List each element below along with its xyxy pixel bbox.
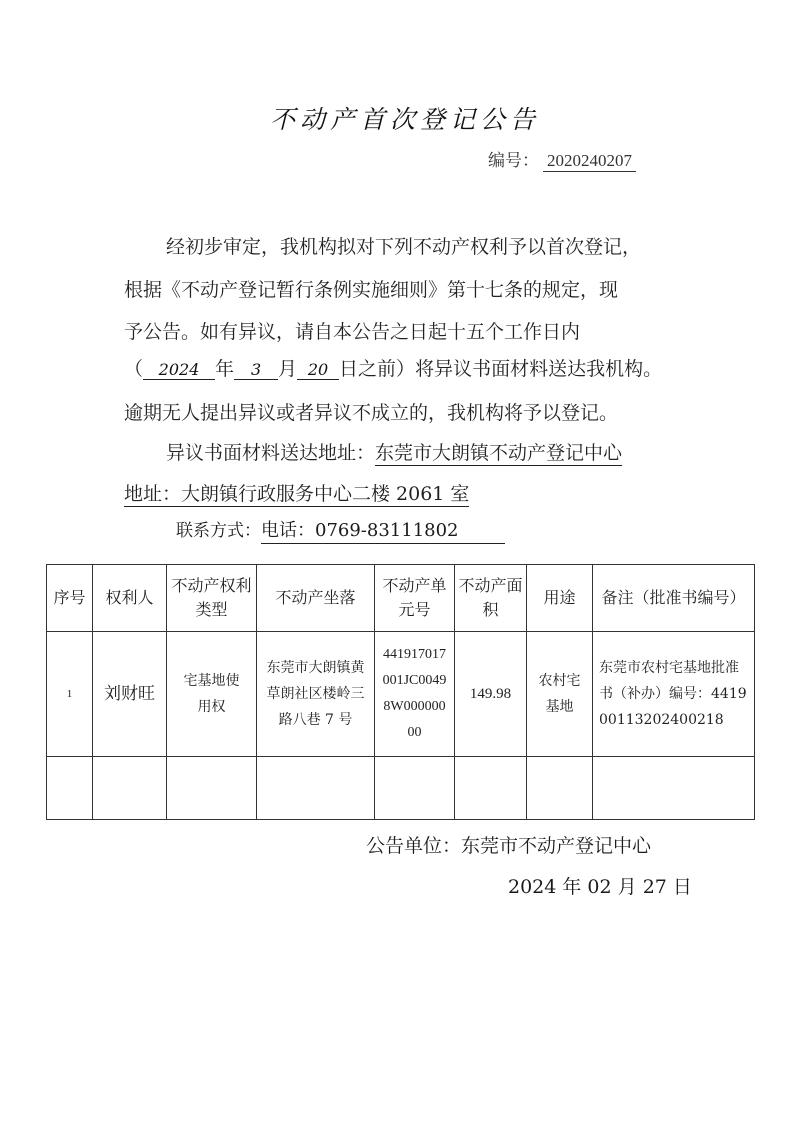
doc-number-label: 编号： (488, 151, 539, 171)
table-row-empty (47, 757, 755, 820)
empty-cell (455, 757, 527, 820)
header-unit-no: 不动产单元号 (375, 565, 455, 632)
body-line-2: 根据《不动产登记暂行条例实施细则》第十七条的规定，现 (124, 279, 619, 301)
deadline-day: 20 (297, 360, 339, 380)
empty-cell (527, 757, 593, 820)
contact-label: 联系方式： (176, 521, 261, 541)
deadline-line (124, 354, 662, 381)
empty-cell (375, 757, 455, 820)
body-line-5: 逾期无人提出异议或者异议不成立的，我机构将予以登记。 (124, 402, 619, 424)
empty-cell (167, 757, 257, 820)
address-text: 地址：大朗镇行政服务中心二楼 2061 室 (124, 483, 470, 505)
empty-cell (593, 757, 755, 820)
issue-date: 2024 年 02 月 27 日 (508, 876, 692, 898)
header-owner: 权利人 (93, 565, 167, 632)
empty-cell (47, 757, 93, 820)
deadline-open: （ (124, 358, 144, 380)
doc-number (488, 146, 636, 172)
deadline-year: 2024 (143, 360, 215, 380)
deadline-year-unit: 年 (215, 358, 235, 380)
body-line-3: 予公告。如有异议，请自本公告之日起十五个工作日内 (124, 321, 581, 343)
cell-right-type: 宅基地使用权 (167, 632, 257, 757)
issuer: 公告单位：东莞市不动产登记中心 (366, 835, 652, 857)
deadline-day-unit: 日之前） (339, 358, 416, 380)
delivery-org: 东莞市大朗镇不动产登记中心 (375, 442, 623, 464)
registration-table (46, 564, 755, 820)
cell-location: 东莞市大朗镇黄草朗社区楼岭三路八巷 7 号 (257, 632, 375, 757)
cell-owner: 刘财旺 (93, 632, 167, 757)
contact-value: 电话：0769-83111802 (261, 516, 505, 544)
empty-cell (257, 757, 375, 820)
delivery-label: 异议书面材料送达地址： (166, 442, 376, 464)
cell-seq: 1 (47, 632, 93, 757)
contact-line (176, 516, 505, 544)
header-location: 不动产坐落 (257, 565, 375, 632)
table-header-row (47, 565, 755, 632)
notice-title: 不动产首次登记公告 (270, 105, 541, 134)
deadline-month-unit: 月 (278, 358, 298, 380)
empty-cell (93, 757, 167, 820)
table-row (47, 632, 755, 757)
delivery-line (166, 438, 622, 465)
deadline-month: 3 (234, 360, 278, 380)
cell-area: 149.98 (455, 632, 527, 757)
address-line (124, 479, 469, 506)
header-use: 用途 (527, 565, 593, 632)
header-seq: 序号 (47, 565, 93, 632)
cell-remark: 东莞市农村宅基地批准书（补办）编号：441900113202400218 (593, 632, 755, 757)
header-right-type: 不动产权利类型 (167, 565, 257, 632)
deadline-rest: 将异议书面材料送达我机构。 (415, 358, 663, 380)
doc-number-value: 2020240207 (543, 151, 636, 172)
header-area: 不动产面积 (455, 565, 527, 632)
body-line-1: 经初步审定，我机构拟对下列不动产权利予以首次登记， (166, 236, 642, 258)
header-remark: 备注（批准书编号） (593, 565, 755, 632)
cell-unit-no: 441917017001JC00498W00000000 (375, 632, 455, 757)
cell-use: 农村宅基地 (527, 632, 593, 757)
